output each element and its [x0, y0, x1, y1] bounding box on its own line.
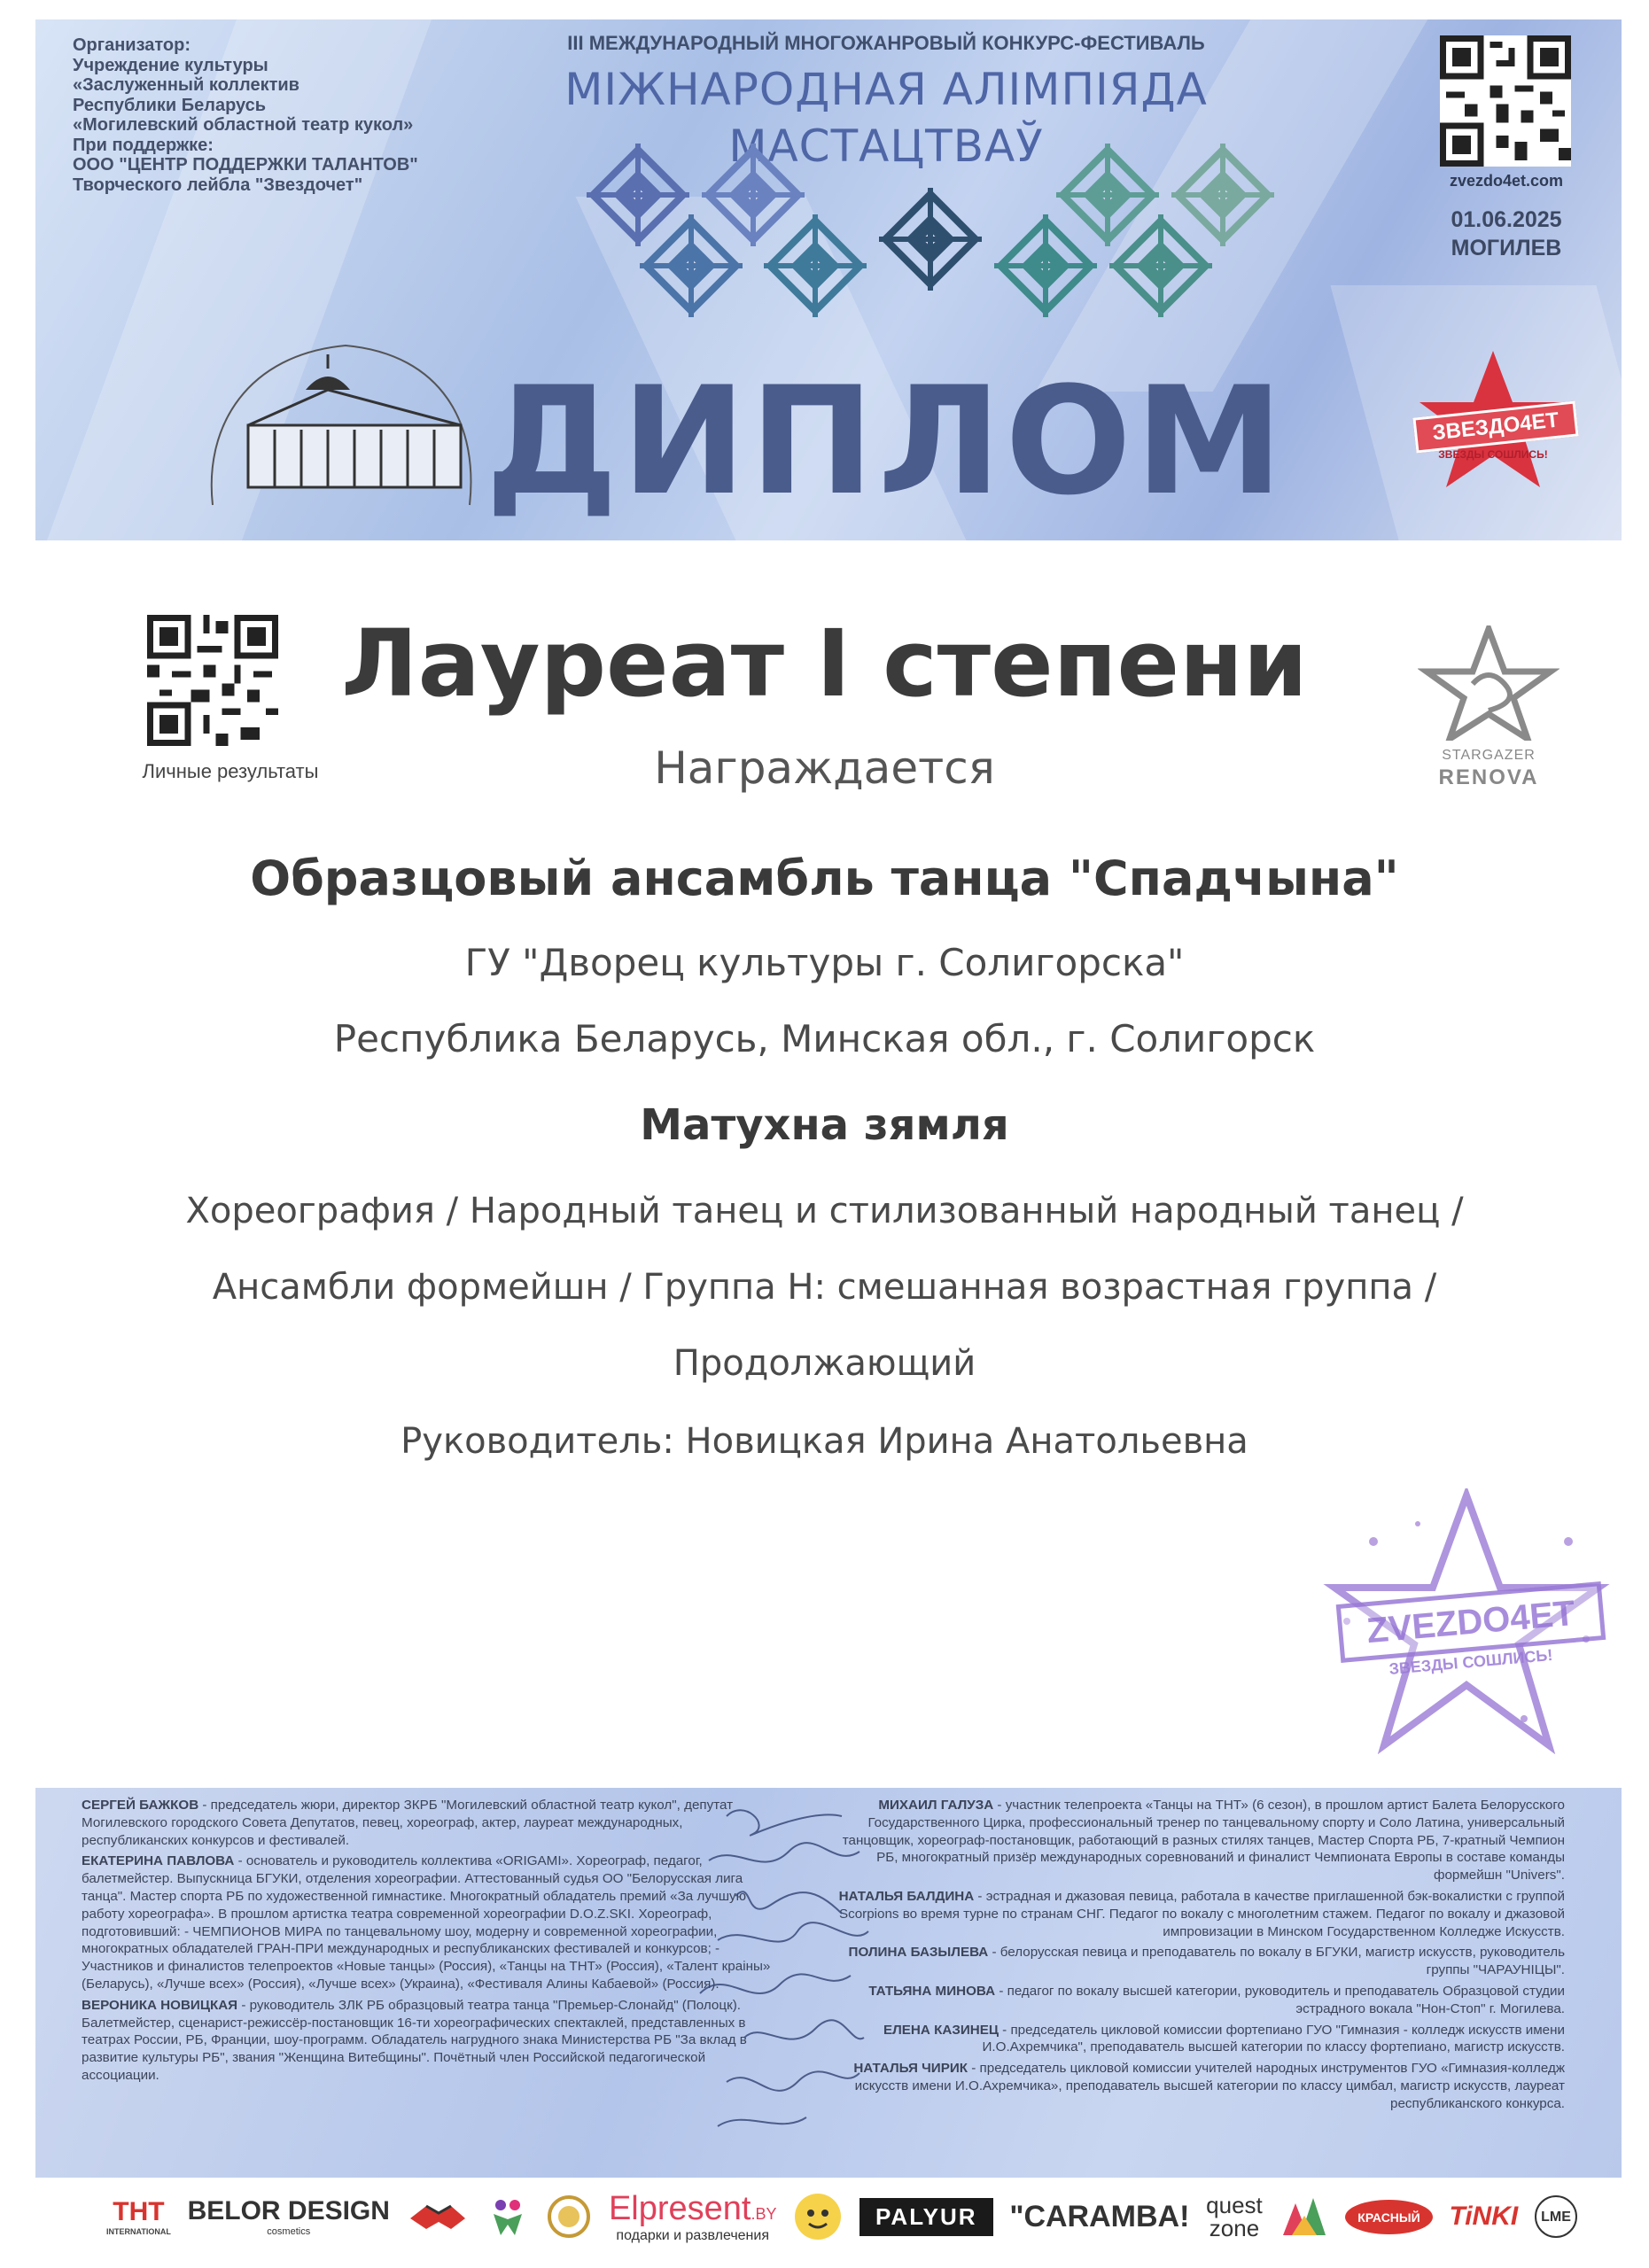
organizer-line: «Заслуженный коллектив: [73, 75, 299, 95]
tnt-text: ТНТ: [113, 2197, 165, 2226]
lme-logo: [1535, 2195, 1577, 2238]
quest-text: quest: [1206, 2192, 1263, 2218]
zvezdochet-top-text: ЗВЕЗДО4ЕТ: [1412, 400, 1578, 453]
site-url: zvezdo4et.com: [1449, 172, 1564, 190]
awarded-label: Награждается: [654, 742, 995, 794]
organizer-line: Творческого лейбла "Звездочет": [73, 175, 363, 195]
palyur-logo: [860, 2198, 993, 2236]
jury-entry: [824, 1944, 1565, 1979]
krasny-logo: [1345, 2200, 1432, 2234]
recipient-name: Образцовый ансамбль танца "Спадчына": [250, 850, 1399, 906]
jury-name: ВЕРОНИКА НОВИЦКАЯ: [82, 1997, 238, 2013]
jury-right-column: [824, 1797, 1565, 2117]
jury-description: - основатель и руководитель коллектива «ORIGAMI». Хореограф, педагог, балетмейстер. Выпускница БГУКИ, отделения хореографии. Аттестованный судья ОО "Белорусская лига танца". Мастер спорта РБ по художественной гимнастике. Многократный обладатель премий «За лучшую работу хореографа». В прошлом артистка театра современной хореографии D.O.Z.SKI. Хореограф, подготовивший: - ЧЕМПИОНОВ МИРА по танцевальному шоу, модерну и современной хореографии, многократных обладателей ГРАН-ПРИ международных и республиканских фестивалей и конкурсов; - Участников и финалистов телепроектов «Новые танцы» (Россия), «Танцы на ТНТ» (Россия), «Талент краіны» (Беларусь), «Лучше всех» (Россия), «Лучше всех» (Украина), «Фестиваля Алины Кабаевой» (Россия).: [82, 1853, 771, 1992]
stamp-sub: ЗВЕЗДЫ СОШЛИСЬ!: [1388, 1645, 1554, 1679]
jury-entry: [824, 2060, 1565, 2112]
performance-title: Матухна зямля: [640, 1100, 1009, 1150]
jury-entry: [82, 1852, 773, 1992]
elpresent-logo: [609, 2190, 777, 2244]
stargazer-line2: RENOVA: [1438, 765, 1539, 789]
jury-entry: [82, 1997, 773, 2085]
palyur-text: PALYUR: [875, 2202, 977, 2230]
organizer-line: ООО "ЦЕНТР ПОДДЕРЖКИ ТАЛАНТОВ": [73, 155, 418, 175]
organizer-line: Республики Беларусь: [73, 95, 267, 115]
jury-description: - председатель цикловой комиссии учителей народных инструментов ГУО «Гимназия-колледж искусств имени И.О.Ахремчика», преподаватель высшей категории по классу цимбал, магистр искусств, лауреат республиканского конкурса.: [854, 2061, 1565, 2111]
elpresent-text: Elpresent: [608, 2189, 751, 2227]
tnt-sub: INTERNATIONAL: [106, 2227, 171, 2236]
festival-name-line2: МАСТАЦТВАЎ: [728, 120, 1044, 172]
kids-logo-icon: [793, 2192, 843, 2241]
theater-building-sketch: [195, 319, 496, 532]
jury-description: - эстрадная и джазовая певица, работала в качестве приглашенной бэк-вокалистки с группой Scorpions во время турне по странам СНГ. Педагог по вокалу с многолетним стажем. Педагог по вокалу и джазовой импровизации в Минском Государственном Колледже Искусств.: [838, 1888, 1565, 1939]
medal-icon: [546, 2194, 592, 2240]
zvezdochet-logo: [1409, 347, 1577, 498]
jury-name: СЕРГЕЙ БАЖКОВ: [82, 1798, 199, 1813]
krasny-text: КРАСНЫЙ: [1357, 2210, 1420, 2225]
organizer-line: «Могилевский областной театр кукол»: [73, 115, 414, 135]
jury-name: ЕЛЕНА КАЗИНЕЦ: [883, 2022, 999, 2038]
event-date: 01.06.2025: [1451, 207, 1562, 232]
jury-description: - руководитель ЗЛК РБ образцовый театра танца "Премьер-Слонайд" (Полоцк). Балетмейстер, сценарист-режиссёр-постановщик 16-ти хореографических спектаклей, представленных в театрах России, РБ, Франции, шоу-программ. Обладатель нагрудного знака Министерства РБ "За вклад в развитие культуры РБ", звания "Женщина Витебщины". Почётный член Российской педагогической ассоциации.: [82, 1997, 747, 2083]
triangles-logo-icon: [1280, 2194, 1329, 2239]
caramba-logo: "CARAMBA!: [1009, 2199, 1190, 2233]
jury-entry: [82, 1797, 773, 1849]
organizer-line: Учреждение культуры: [73, 55, 268, 75]
tnt-logo: [106, 2197, 171, 2236]
qr-results-label: Личные результаты: [142, 760, 319, 782]
jury-name: НАТАЛЬЯ БАЛДИНА: [838, 1888, 975, 1904]
jury-description: - председатель жюри, директор ЗКРБ "Могилевский областной театр кукол", депутат Могилевского городского Совета Депутатов, певец, хореограф, актер, лауреат международных, республиканских конкурсов и фестивалей.: [82, 1798, 734, 1848]
jury-signatures: [673, 1790, 877, 2144]
belor-text: BELOR DESIGN: [187, 2196, 390, 2225]
belor-sub: cosmetics: [267, 2226, 311, 2237]
category-line: Ансамбли формейшн / Группа Н: смешанная возрастная группа /: [212, 1267, 1437, 1308]
award-level: Лауреат I степени: [341, 610, 1308, 718]
dance-logo-icon: [485, 2194, 529, 2239]
elpresent-sub: подарки и развлечения: [616, 2227, 769, 2243]
zvezdochet-stamp: [1320, 1488, 1613, 1754]
organizer-line: При поддержке:: [73, 135, 214, 155]
belor-design-logo: [188, 2196, 390, 2237]
jury-entry: [824, 1888, 1565, 1940]
event-city: МОГИЛЕВ: [1451, 236, 1562, 260]
quest-zone-logo: [1206, 2194, 1263, 2240]
jury-entry: [824, 1797, 1565, 1884]
stargazer-line1: STARGAZER: [1442, 748, 1536, 763]
recipient-organization: ГУ "Дворец культуры г. Солигорска": [464, 941, 1185, 984]
jury-description: - председатель цикловой комиссии фортепиано ГУО "Гимназия - колледж искусств имени И.О.Ахремчика", преподаватель высшей категории по классу фортепиано, магистр искусств.: [982, 2022, 1565, 2055]
elpresent-domain: .BY: [751, 2204, 777, 2223]
jury-name: ПОЛИНА БАЗЫЛЕВА: [848, 1945, 989, 1961]
lme-text: LME: [1541, 2210, 1571, 2225]
jury-left-column: [82, 1797, 773, 2088]
recipient-address: Республика Беларусь, Минская обл., г. Солигорск: [333, 1017, 1316, 1060]
ornament-graphic: [585, 142, 1294, 319]
sponsor-strip: [106, 2190, 1577, 2243]
jury-name: НАТАЛЬЯ ЧИРИК: [853, 2061, 968, 2077]
jury-name: МИХАИЛ ГАЛУЗА: [878, 1798, 994, 1813]
qr-code-icon[interactable]: [1440, 35, 1571, 167]
festival-name-line1: МІЖНАРОДНАЯ АЛІМПІЯДА: [564, 64, 1208, 115]
jury-entry: [824, 2022, 1565, 2057]
stamp-text: ZVEZDO4ET: [1336, 1581, 1606, 1663]
jury-entry: [824, 1983, 1565, 2018]
zvezdochet-top-sub: ЗВЕЗДЫ СОШЛИСЬ!: [1438, 448, 1548, 461]
jury-name: ЕКАТЕРИНА ПАВЛОВА: [82, 1853, 235, 1869]
zone-text: zone: [1209, 2215, 1260, 2241]
contest-top-line: III МЕЖДУНАРОДНЫЙ МНОГОЖАНРОВЫЙ КОНКУРС-ФЕСТИВАЛЬ: [567, 32, 1205, 54]
jury-description: - участник телепроекта «Танцы на ТНТ» (6 сезон), в прошлом артист Балета Белорусского Государственного Цирка, профессиональный тренер по танцевальному спорту и Соло Латина, универсальный танцовщик, хореограф-постановщик, работающий в разных стилях танцев, Мастер Спорта РБ, 7-кратный Чемпион РБ, многократный призёр международных соревнований и финалист Чемпионата Европы в составе команды формейшн "Univers".: [842, 1798, 1565, 1884]
leader-name: Руководитель: Новицкая Ирина Анатольевна: [401, 1421, 1248, 1462]
jury-description: - белорусская певица и преподаватель по вокалу в БГУКИ, магистр искусств, руководитель группы "ЧАРАУНІЦЫ".: [988, 1945, 1565, 1978]
tinki-logo: TiNKI: [1449, 2202, 1519, 2231]
organizer-line: Организатор:: [73, 35, 191, 55]
jury-name: ТАТЬЯНА МИНОВА: [868, 1983, 996, 1999]
category-line: Продолжающий: [673, 1343, 976, 1384]
diploma-title: ДИПЛОМ: [485, 354, 1287, 528]
jury-description: - педагог по вокалу высшей категории, руководитель и преподаватель Образцовой студии эстрадного вокала "Нон-Стоп" г. Могилева.: [995, 1983, 1565, 2016]
handshake-icon: [407, 2197, 469, 2236]
category-line: Хореография / Народный танец и стилизованный народный танец /: [185, 1191, 1464, 1231]
